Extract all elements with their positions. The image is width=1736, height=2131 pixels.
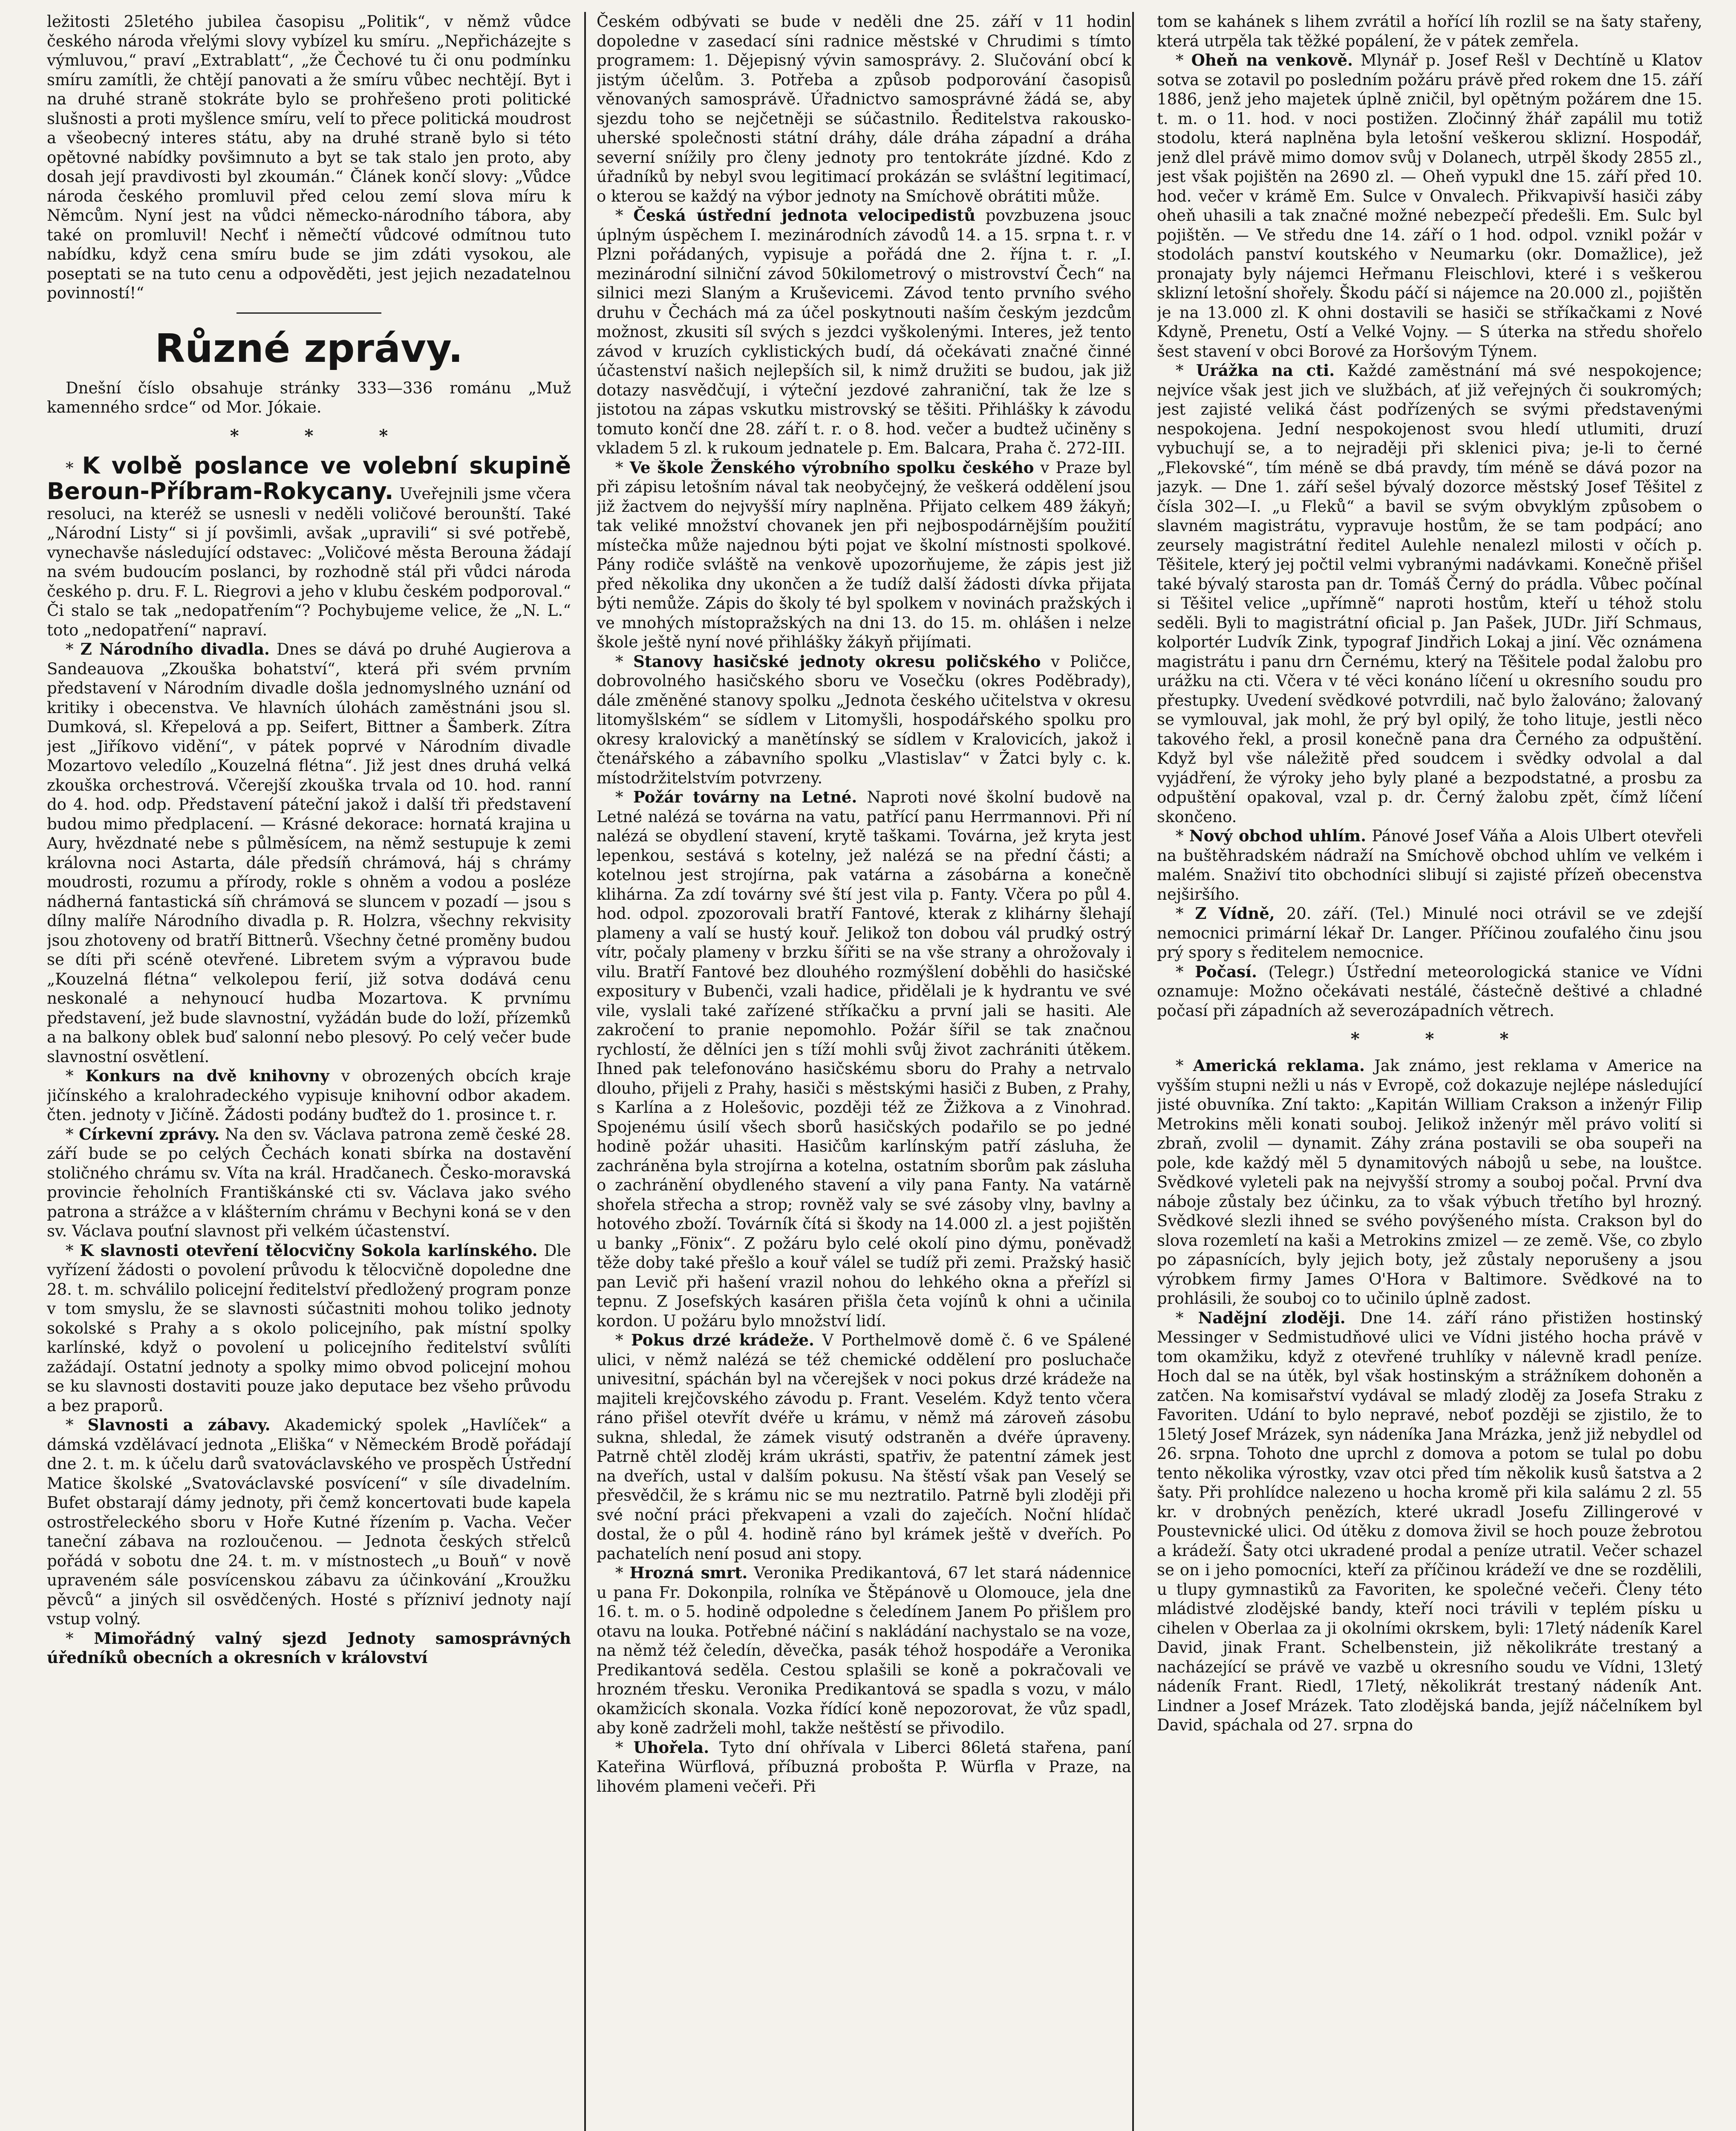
article-body: Veronika Predikantová, 67 let stará nádennice u pana Fr. Dokonpila, rolníka ve Štěpánově u Olomouce, jela dne 16. t. m. o 5. hodině odpoledne s čeledínem Janem Po přišlem pro otavu na louka. Potřebné náčiní s nakládání nachystalo se na voze, na němž též čeledín, děvečka, pasák téhož hospodáře a Veronika Predikantová seděla. Cestou splašili se koně a pokračovali ve hrozném třesku. Veronika Predikantová se spadla s vozu, v málo okamžicích skonala. Vozka řídící koně nepozorovat, že vůz spadl, aby koně zadrželi mohl, takže neštěstí se přivodilo. (597, 1564, 1131, 1737)
article-slavnosti: * Slavnosti a zábavy. Akademický spolek „Havlíček“ a dámská vzdělávací jednota „Eliška“ v Německém Brodě pořádají dne 2. t. m. k účelu darů svatováclavského ve prospěch Ústřední Matice školské „Svatováclavské posvícení“ v síle divadelním. Bufet obstarají dámy jednoty, při čemž koncertovati bude kapela ostrostřeleckého sboru v Hoře Kutné řízením p. Vacha. Večer taneční zábava na rozloučenou. — Jednota českých střelců pořádá v sobotu dne 24. t. m. v místnostech „u Bouň“ v nově upraveném sále posvícenskou zábavu za účinkování „Kroužku pěvců“ a jiných sil osvědčených. Hosté s přízniví jednoty nají vstup volný. (47, 1415, 571, 1628)
article-uhorela: * Uhořela. Tyto dní ohřívala v Liberci 86letá stařena, paní Kateřina Würflová, příbuzná probošta P. Würfla v Praze, na lihovém plameni večeři. Při (597, 1738, 1131, 1796)
article-body: Pánové Josef Váňa a Alois Ulbert otevřeli na buštěhradském nádraží na Smíchově obchod uhlím ve velkém i malém. Snaživí tito obchodníci slibují si zajisté přízeň obecenstva nejširšího. (1157, 827, 1702, 904)
article-headline: Pokus drzé krádeže. (631, 1331, 814, 1349)
article-headline: Konkurs na dvě knihovny (85, 1066, 329, 1085)
article-smrt: * Hrozná smrt. Veronika Predikantová, 67 let stará nádennice u pana Fr. Dokonpila, rolníka ve Štěpánově u Olomouce, jela dne 16. t. m. o 5. hodině odpoledne s čeledínem Janem Po přišlem pro otavu na louka. Potřebné náčiní s nakládání nachystalo se na voze, na němž též čeledín, děvečka, pasák téhož hospodáře a Veronika Predikantová seděla. Cestou splašili se koně a pokračovali ve hrozném třesku. Veronika Predikantová se spadla s vozu, v málo okamžicích skonala. Vozka řídící koně nepozorovat, že vůz spadl, aby koně zadrželi mohl, takže neštěstí se přivodilo. (597, 1563, 1131, 1737)
article-body: v Praze byl při zápisu letošním nával tak neobyčejný, že veškerá oddělení jsou již žactvem do nejvyšší míry naplněna. Přijato celkem 489 žákyň; tak veliké množství chovanek jen při nejbospodárnějším použití místečka může najednou býti pojat ve školní místnosti spolkové. Pány rodiče svláště na venkově upozorňujeme, že zápis jest již před několika dny ukončen a že tudíž další žádosti dívka přijata býti nemůže. Zápis do školy té byl spolkem v novinách pražských i ve mnohých místopražských na dni 13. do 15. m. ohlášen i nelze škole ještě nyní nové přihlášky žákyň přijímati. (597, 458, 1131, 651)
article-novel-note: Dnešní číslo obsahuje stránky 333—336 románu „Muž kamenného srdce“ od Mor. Jókaie. (47, 378, 571, 416)
article-headline: Církevní zprávy. (79, 1124, 220, 1143)
article-headline: Slavnosti a zábavy. (87, 1415, 271, 1434)
article-ohen: * Oheň na venkově. Mlynář p. Josef Rešl v Dechtíně u Klatov sotva se zotavil po posledním požáru právě před rokem dne 15. září 1886, jenž jeho majetek úplně zničil, byl opětným požárem dne 15. t. m. o 11. hod. v noci postižen. Zločinný žhář zapálil mu totiž stodolu, která naplněna byla letošní veškerou sklizní. Hospodář, jenž dlel právě mimo domov svůj v Dolanech, utrpěl škody 2855 zl., jest však pojištěn na 2690 zl. — Oheň vypukl dne 15. září před 10. hod. večer v krámě Em. Sulce v Onvalech. Přikvapivší hasiči záby oheň uhasili a tak značné možné nebezpečí předešli. Em. Sulc byl pojištěn. — Ve středu dne 14. září o 1 hod. odpol. vznikl požár v stodolách panství koutského v Neumarku (okr. Domažlice), jež pronajaty byly nájemci Heřmanu Fleischlovi, které i s veškerou sklizní letošní shořely. Škodu páčí si nájemce na 20.000 zl., pojištěn je na 13.000 zl. K ohni dostavili se hasiči se stříkačkami z Nové Kdyně, Prenetu, Ostí a Velké Vojny. — S úterka na středu shořelo šest stavení v obci Borové za Horšovým Týnem. (1157, 51, 1702, 361)
article-velociped: * Česká ústřední jednota velocipedistů povzbuzena jsouc úplným úspěchem I. mezinárodních závodů 14. a 15. srpna t. r. v Plzni pořádaných, vypisuje a pořádá dne 2. října t. r. „I. mezinárodní silniční závod 50kilometrový o mistrovství Čech“ na silnici mezi Slaným a Kruševicemi. Závod tento prvního svého druhu v Čechách má za účel poskytnouti naším českým jezdcům možnost, zkusiti síl svých s jezdci vyškolenými. Interes, jež tento závod v kruzích cyklistických budí, dá očekávati značné činné účastenství našich nejlepších sil, k nimž družiti se budou, jak již dotazy nasvědčují, i výteční jezdové zahraniční, tak že lze s jistotou na zápas vskutku mistrovský se těšiti. Přihlášky k závodu tomuto končí dne 28. září t. r. o 8. hod. večer a budtež učiněny s vkladem 5 zl. k rukoum jednatele p. Em. Balcara, Praha č. 272-III. (597, 206, 1131, 457)
article-headline: Požár továrny na Letné. (633, 788, 857, 806)
article-headline: Nový obchod uhlím. (1189, 826, 1366, 845)
article-headline: Počasí. (1195, 962, 1257, 981)
article-stanovy: * Stanovy hasičské jednoty okresu poličského v Poličce, dobrovolného hasičského sboru ve Vosečku (okres Poděbrady), dále změněné stanovy spolku „Jednota českého učitelstva v okresu litomyšlském“ se sídlem v Litomyšli, hospodářského spolku pro okresy kralovický a manětínský se sídlem v Kralovicích, jakož i čtenářského a zábavního spolku „Vlastislav“ v Žatci byly c. k. místodržitelstvím potvrzeny. (597, 652, 1131, 787)
article-body: Dnes se dává po druhé Augierova a Sandeauova „Zkouška bohatství“, která při svém prvním představení v Národním divadle došla jednomyslného uznání od kritiky i obecenstva. Ve hlavních úlohách zaměstnáni jsou sl. Dumková, sl. Křepelová a pp. Seifert, Bittner a Šamberk. Zítra jest „Jiříkovo vidění“, v pátek poprvé v Národním divadle Mozartovo veledílo „Kouzelná flétna“. Již jest dnes druhá velká zkouška orchestrová. Včerejší zkouška trvala od 10. hod. ranní do 4. hod. odp. Představení páteční jakož i další tři představení budou mimo předplacení. — Krásné dekorace: hornatá krajina u Aury, hvězdnaté nebe s půlměsícem, na němž sestupuje k zemi královna noci Astarta, dále předsíň chrámová, háj s chrámy moudrosti, rozumu a přírody, rokle s ohněm a vodou a posléze nádherná fantastická síň chrámová se sluncem v pozadí — jsou s dílny malíře Národního divadla p. R. Holzra, všechny rekvisity jsou zhotoveny od bratří Bittnerů. Všechny četné proměny budou se díti při scéně otevřené. Libretem svým a výpravou bude „Kouzelná flétna“ velkolepou ferií, již sotva dodává cenu neskonalé a nehynoucí hudba Mozartova. K prvnímu představení, jež bude slavnostní, vyžádán bude do loží, přízemků a na balkony oblek buď salonní nebo plesový. Po celý večer bude slavnostní osvětlení. (47, 640, 571, 1066)
article-sokol: * K slavnosti otevření tělocvičny Sokola karlínského. Dle vyřízení žádosti o povolení průvodu k tělocvičně dopoledne dne 28. t. m. schválilo policejní ředitelství předložený program ponze v tom smyslu, že se slavnosti súčastniti mohou toliko jednoty sokolské s Prahy a s okolo policejního, pak místní spolky karlínské, když o povolení u policejního ředitelství svůlíti zažádají. Ostatní jednoty a spolky mimo obvod policejní mohou se ku slavnosti dostaviti pouze jako deputace bez všeho průvodu a bez praporů. (47, 1241, 571, 1415)
article-headline: Z Národního divadla. (80, 640, 270, 658)
article-body: Jak známo, jest reklama v Americe na vyšším stupni nežli u nás v Evropě, což dokazuje nejlépe následující jisté obuvníka. Zní takto: „Kapitán William Crakson a inženýr Filip Metrokins měli konati souboj. Jelikož inženýr měl právo volití si zbraň, zvolil — dynamit. Záhy zrána postavili se oba soupeři na pole, kde každý měl 5 dynamitových nábojů u sebe, na louštce. Svědkové vyleteli pak na nejvyšší stromy a souboj počal. První dva náboje zůstaly bez účinku, za to však výbuch třetího byl hrozný. Svědkové slezli ihned se svého povýšeného místa. Crakson byl do slova rozemletí na kaši a Metrokins zmizel — ze země. Vše, co zbylo po zápasnících, byly jejich boty, jež zůstaly neporušeny a jsou výrobkem firmy James O'Hora v Baltimore. Svědkové na to prohlásili, že souboj co to učinilo úplně zadost. (1157, 1057, 1702, 1308)
article-urazka: * Urážka na cti. Každé zaměstnání má své nespokojence; nejvíce však jest jich ve službách, ať již veřejných či soukromých; jest zajisté veliká část podřízených se svými představenými nespokojena. Jední nespokojenost svou hledí utlumiti, druzí vybuchují se, a to nejraději při sklenici piva; je-li to černé „Flekovské“, tím méně se dbá pravdy, tím méně se dává pozor na jazyk. — Dne 1. září sešel bývalý dozorce městský Josef Těšitel z čísla 302—I. „u Fleků“ a bavil se svým obvyklým způsobem o slavném magistrátu, vypravuje hostům, že se tam podpácí; ano zeursely magistrátní ředitel Aulehle nenalezl milosti v očích p. Těšitele, který jej počtil velmi vybranými nadávkami. Konečně přišel také bývalý starosta pan dr. Tomáš Černý do prádla. Vůbec počínal si Těšitel velice „upřímně“ naproti hostům, kteří u téhož stolu seděli. Byli to magistrátní oficial p. Jan Pašek, JUDr. Jiří Schmaus, kolportér Ludvík Zink, typograf Jindřich Lokaj a jiní. Věc oznámena magistrátu i panu drn Černému, který na Těšitele podal žalobu pro urážku na cti. Včera v té věci konáno líčení u okresního soudu pro přestupky. Uvedení svědkové potvrdili, nač bylo žalováno; žalovaný se vymlouval, jak mohl, že prý byl opilý, že toho lituje, jestli něco takového řekl, a prosil konečně pana dra Černého za odpuštění. Když byl vše náležitě před soudcem i svědky odvolal a dal vyjádření, že výroky jeho byly plané a bezpodstatné, a prosbu za odpuštění opakoval, vzal p. dr. Černý žalobu zpět, čímž líčení skončeno. (1157, 361, 1702, 826)
article-body: Každé zaměstnání má své nespokojence; nejvíce však jest jich ve službách, ať již veřejných či soukromých; jest zajisté veliká část podřízených se svými představenými nespokojena. Jední nespokojenost svou hledí utlumiti, druzí vybuchují se, a to nejraději při sklenici piva; je-li to černé „Flekovské“, tím méně se dbá pravdy, tím méně se dává pozor na jazyk. — Dne 1. září sešel bývalý dozorce městský Josef Těšitel z čísla 302—I. „u Fleků“ a bavil se svým obvyklým způsobem o slavném magistrátu, vypravuje hostům, že se tam podpácí; ano zeursely magistrátní ředitel Aulehle nenalezl milosti v očích p. Těšitele, který jej počtil velmi vybranými nadávkami. Konečně přišel také bývalý starosta pan dr. Tomáš Černý do prádla. Vůbec počínal si Těšitel velice „upřímně“ naproti hostům, kteří u téhož stolu seděli. Byli to magistrátní oficial p. Jan Pašek, JUDr. Jiří Schmaus, kolportér Ludvík Zink, typograf Jindřich Lokaj a jiní. Věc oznámena magistrátu i panu drn Černému, který na Těšitele podal žalobu pro urážku na cti. Včera v té věci konáno líčení u okresního soudu pro přestupky. Uvedení svědkové potvrdili, nač bylo žalováno; žalovaný se vymlouval, jak mohl, že prý byl opilý, že toho lituje, jestli něco takového řekl, a prosil konečně pana dra Černého za odpuštění. Když byl vše náležitě před soudcem i svědky odvolal a dal vyjádření, že výroky jeho byly plané a bezpodstatné, a prosbu za odpuštění opakoval, vzal p. dr. Černý žalobu zpět, čímž líčení skončeno. (1157, 361, 1702, 826)
article-headline: Z Vídně, (1195, 904, 1275, 923)
article-uhorela-continuation: tom se kahánek s lihem zvrátil a hořící líh rozlil se na šaty stařeny, která utrpěla tak těžké popálení, že v pátek zemřela. (1157, 12, 1702, 50)
article-body: Mlynář p. Josef Rešl v Dechtíně u Klatov sotva se zotavil po posledním požáru právě před rokem dne 15. září 1886, jenž jeho majetek úplně zničil, byl opětným požárem dne 15. t. m. o 11. hod. v noci postižen. Zločinný žhář zapálil mu totiž stodolu, která naplněna byla letošní veškerou sklizní. Hospodář, jenž dlel právě mimo domov svůj v Dolanech, utrpěl škody 2855 zl., jest však pojištěn na 2690 zl. — Oheň vypukl dne 15. září před 10. hod. večer v krámě Em. Sulce v Onvalech. Přikvapivší hasiči záby oheň uhasili a tak značné možné nebezpečí předešli. Em. Sulc byl pojištěn. — Ve středu dne 14. září o 1 hod. odpol. vznikl požár v stodolách panství koutského v Neumarku (okr. Domažlice), jež pronajaty byly nájemci Heřmanu Fleischlovi, které i s veškerou sklizní letošní shořely. Škodu páčí si nájemce na 20.000 zl., pojištěn je na 13.000 zl. K ohni dostavili se hasiči se stříkačkami z Nové Kdyně, Prenetu, Ostí a Velké Vojny. — S úterka na středu shořelo šest stavení v obci Borové za Horšovým Týnem. (1157, 51, 1702, 361)
article-body: Na den sv. Václava patrona země české 28. září bude se po celých Čechách konati sbírka na dostavění stoličného chrámu sv. Víta na král. Hradčanech. Česko-moravská provincie řeholních Františkánské cti sv. Václava jako svého patrona a strážce a v klášterním chrámu v Bechyni koná se v den sv. Václava pouťní slavnost při velkém účastenství. (47, 1125, 571, 1240)
article-volba: * K volbě poslance ve volební skupině Beroun-Příbram-Rokycany. Uveřejnili jsme včera resoluci, na kteréž se usnesli v neděli voličové berounští. Také „Národní Listy“ si jí povšimli, avšak „upravili“ si své potřebě, vynechavše následující odstavec: „Voličové města Berouna žádají na svém budoucím poslanci, by rozhodně stál při vůdci národa českého p. dru. F. L. Riegrovi a jeho v klubu českém podporoval.“ Či stalo se tak „nedopatřením“? Pochybujeme velice, že „N. L.“ toto „nedopatření“ napraví. (47, 452, 571, 639)
asterism: * * * (1350, 1029, 1539, 1049)
article-cirkevni: * Církevní zprávy. Na den sv. Václava patrona země české 28. září bude se po celých Čechách konati sbírka na dostavění stoličného chrámu sv. Víta na král. Hradčanech. Česko-moravská provincie řeholních Františkánské cti sv. Václava jako svého patrona a strážce a v klášterním chrámu v Bechyni koná se v den sv. Václava pouťní slavnost při velkém účastenství. (47, 1124, 571, 1240)
article-reklama: * Americká reklama. Jak známo, jest reklama v Americe na vyšším stupni nežli u nás v Evropě, což dokazuje nejlépe následující jisté obuvníka. Zní takto: „Kapitán William Crakson a inženýr Filip Metrokins měli konati souboj. Jelikož inženýr měl právo volití si zbraň, zvolil — dynamit. Záhy zrána postavili se oba soupeři na pole, kde každý měl 5 dynamitových nábojů u sebe, na louštce. Svědkové vyleteli pak na nejvyšší stromy a souboj počal. První dva náboje zůstaly bez účinku, za to však výbuch třetího byl hrozný. Svědkové slezli ihned se svého povýšeného místa. Crakson byl do slova rozemletí na kaši a Metrokins zmizel — ze země. Vše, co zbylo po zápasnících, byly jejich boty, jež zůstaly neporušeny a jsou výrobkem firmy James O'Hora v Baltimore. Svědkové na to prohlásili, že souboj co to učinilo úplně zadost. (1157, 1056, 1702, 1308)
article-obchod: * Nový obchod uhlím. Pánové Josef Váňa a Alois Ulbert otevřeli na buštěhradském nádraží na Smíchově obchod uhlím ve velkém i malém. Snaživí tito obchodníci slibují si zajisté přízeň obecenstva nejširšího. (1157, 826, 1702, 904)
article-pozar: * Požár továrny na Letné. Naproti nové školní budově na Letné nalézá se továrna na vatu, patřící panu Herrmannovi. Při ní nalézá se obydlení stavení, krytě taškami. Továrna, jež kryta jest lepenkou, sestává s kotelny, jež nalézá se na přední části; a kotelnou jest strojírna, pak vatárna a zásobárna a konečně klihárna. Za zdí továrny své ští jest vila p. Fanty. Včera po půl 4. hod. odpol. zpozorovali bratří Fantové, kterak z klihárny šlehají plameny a valí se hustý kouř. Jelikož ton dobou vál prudký ostrý vítr, počaly plameny v brzku šířiti se na vše strany a ohrožovaly i vilu. Bratří Fantové bez dlouhého rozmýšlení doběhli do hasičské expositury v Bubenči, vzali hadice, přidělali je k hydrantu ve své vile, vyslali také zařízené stříkačku a první jali se hasiti. Ale zakročení to pranie nepomohlo. Požár šířil se tak značnou rychlostí, že dělníci jen s tíží mohli svůj život zachrániti útěkem. Ihned pak telefonováno hasičskému sboru do Prahy a netrvalo dlouho, přijeli z Prahy, hasiči s městskými hasiči z Buben, z Prahy, s Karlína a z Holešovic, později též ze Žižkova a z Vinohrad. Spojenému úsilí všech sborů hasičských podařilo se po jedné hodině požár uhasiti. Hasičům karlínským patří zásluha, že zachráněna byla strojírna a kotelna, ostatním sborům pak zásluha o zachránění obydleného stavení a vily pana Fanty. Na vatárně shořela střecha a strop; rovněž valy se své zásoby vlny, bavlny a hotového zboží. Továrník čítá si škody na 14.000 zl. a jest pojištěn u banky „Fönix“. Z požáru bylo celé okolí pino dýmu, poněvadž těže doby také přešlo a kouř válel se tudíž při zemi. Pražský hasič pan Levič při hašení vrazil nohou do lehkého okna a přeřízl si tepnu. Z Josefských kasáren přišla četa vojínů k ohni a učinila kordon. U požáru bylo množství lidí. (597, 788, 1131, 1330)
asterism: * * * (230, 425, 418, 446)
article-body: V Porthelmově domě č. 6 ve Spálené ulici, v němž nalézá se též chemické oddělení pro posluchače univesitní, spáchán byl na včerejšek v noci pokus drzé krádeže na majiteli krejčovského závodu p. Frant. Veselém. Když tento včera ráno přišel otevřít dvéře u krámu, v němž má zároveň zásobu sukna, shledal, že zámek visutý odstraněn a dvéře úpraveny. Patrně chtěl zloděj krám ukrásti, spatřiv, že patentní zámek jest na dveřích, ustal v dalším pokusu. Na štěstí však pan Veselý se přesvědčil, že s krámu nic se mu neztratilo. Patrně byli zloději při své noční práci překvapeni a vzali do zaječích. Noční hlídač dostal, že o půl 4. hodině ráno byl krámek ještě v dveřích. Po pachatelích není posud ani stopy. (597, 1331, 1131, 1563)
article-headline: Ve škole Ženského výrobního spolku českého (629, 458, 1034, 477)
article-headline: Urážka na cti. (1196, 361, 1335, 380)
article-headline: Stanovy hasičské jednoty okresu poličského (633, 652, 1041, 671)
article-sjezd-continuation: Českém odbývati se bude v neděli dne 25. září v 11 hodin dopoledne v zasedací síni radnice městské v Chrudimi s tímto programem: 1. Dějepisný vývin samosprávy. 2. Slučování obcí k jistým účelům. 3. Potřeba a způsob podporování časopisů věnovaných samosprávě. Úřadnictvo samosprávné žádá se, aby sjezdu toho se nejčetněji se súčastnilo. Ředitelstva rakousko-uherské společnosti státní dráhy, dále dráha západní a dráha severní snížily pro členy jednoty pro tentokráte jízdné. Kdo z úřadníků by nebyl svou legitimací prokázán se svláštní legitimací, o kterou se každý na výbor jednoty na Smíchově obrátiti může. (597, 12, 1131, 205)
article-body: 20. září. (Tel.) Minulé noci otrávil se ve zdejší nemocnici primární lékař Dr. Langer. Příčinou zoufalého činu jsou prý spory s ředitelem nemocnice. (1157, 904, 1702, 962)
article-headline: Uhořela. (633, 1738, 709, 1757)
article-body: Akademický spolek „Havlíček“ a dámská vzdělávací jednota „Eliška“ v Německém Brodě pořádají dne 2. t. m. k účelu darů svatováclavského ve prospěch Ústřední Matice školské „Svatováclavské posvícení“ v síle divadelním. Bufet obstarají dámy jednoty, při čemž koncertovati bude kapela ostrostřeleckého sboru v Hoře Kutné řízením p. Vacha. Večer taneční zábava na rozloučenou. — Jednota českých střelců pořádá v sobotu dne 24. t. m. v místnostech „u Bouň“ v nově upraveném sále posvícenskou zábavu za účinkování „Kroužku pěvců“ a jiných sil osvědčených. Hosté s přízniví jednoty nají vstup volný. (47, 1416, 571, 1628)
article-headline: Nadějní zloději. (1198, 1308, 1346, 1327)
article-body: Tyto dní ohřívala v Liberci 86letá stařena, paní Kateřina Würflová, příbuzná probošta P. Würfla v Praze, na lihovém plameni večeři. Při (597, 1738, 1131, 1796)
section-heading: Různé zprávy. (155, 325, 463, 371)
article-headline: Česká ústřední jednota velocipedistů (633, 206, 976, 225)
article-headline: Oheň na venkově. (1191, 51, 1353, 69)
article-politik-continuation: ležitosti 25letého jubilea časopisu „Politik“, v němž vůdce českého národa vřelými slovy vybízel ku smíru. „Nepřicházejte s výmluvou,“ praví „Extrablatt“, „že Čechové tu či onu podmínku smíru zamítli, že chtějí panovati a že smíru vůbec nechtějí. Byt i na druhé straně stokráte bylo se prohřešeno proti politické slušnosti a proti myšlence smíru, velí to přece politická moudrost a všeobecný interes státu, aby na druhé straně bylo si této opětovné nabídky povšimnuto a byt se tak stalo jen proto, aby dosah její pravdivosti byl zkoumán.“ Článek končí slovy: „Vůdce národa českého promluvil před celou zemí slova míru k Němcům. Nyní jest na vůdci německo-národního tábora, aby také on promluvil! Nechť i němečtí vůdcové odmítnou tuto nabídku, když cena smíru bude se jim zdáti vysokou, ale poseptati se na tuto cenu a odpověděti, jest jejich nezadatelnou povinností!“ (47, 12, 571, 302)
column-3 (1157, 12, 1702, 2131)
article-headline: K volbě poslance ve volební skupině Beroun-Příbram-Rokycany. (47, 452, 571, 505)
article-headline: Mimořádný valný sjezd Jednoty samosprávných úředníků obecních a okresních v království (47, 1629, 571, 1667)
column-2 (597, 12, 1131, 2131)
article-body: Naproti nové školní budově na Letné nalézá se továrna na vatu, patřící panu Herrmannovi. Při ní nalézá se obydlení stavení, krytě taškami. Továrna, jež kryta jest lepenkou, sestává s kotelny, jež nalézá se na přední části; a kotelnou jest strojírna, pak vatárna a zásobárna a konečně klihárna. Za zdí továrny své ští jest vila p. Fanty. Včera po půl 4. hod. odpol. zpozorovali bratří Fantové, kterak z klihárny šlehají plameny a valí se hustý kouř. Jelikož ton dobou vál prudký ostrý vítr, počaly plameny v brzku šířiti se na vše strany a ohrožovaly i vilu. Bratří Fantové bez dlouhého rozmýšlení doběhli do hasičské expositury v Bubenči, vzali hadice, přidělali je k hydrantu ve své vile, vyslali také zařízené stříkačku a první jali se hasiti. Ale zakročení to pranie nepomohlo. Požár šířil se tak značnou rychlostí, že dělníci jen s tíží mohli svůj život zachrániti útěkem. Ihned pak telefonováno hasičskému sboru do Prahy a netrvalo dlouho, přijeli z Prahy, hasiči s městskými hasiči z Buben, z Prahy, s Karlína a z Holešovic, později též ze Žižkova a z Vinohrad. Spojenému úsilí všech sborů hasičských podařilo se po jedné hodině požár uhasiti. Hasičům karlínským patří zásluha, že zachráněna byla strojírna a kotelna, ostatním sborům pak zásluha o zachránění obydleného stavení a vily pana Fanty. Na vatárně shořela střecha a strop; rovněž valy se své zásoby vlny, bavlny a hotového zboží. Továrník čítá si škody na 14.000 zl. a jest pojištěn u banky „Fönix“. Z požáru bylo celé okolí pino dýmu, poněvadž těže doby také přešlo a kouř válel se tudíž při zemi. Pražský hasič pan Levič při hašení vrazil nohou do lehkého okna a přeřízl si tepnu. Z Josefských kasáren přišla četa vojínů k ohni a učinila kordon. U požáru bylo množství lidí. (597, 788, 1131, 1330)
article-viden: * Z Vídně, 20. září. (Tel.) Minulé noci otrávil se ve zdejší nemocnici primární lékař Dr. Langer. Příčinou zoufalého činu jsou prý spory s ředitelem nemocnice. (1157, 904, 1702, 962)
article-sjezd-start: * Mimořádný valný sjezd Jednoty samosprávných úředníků obecních a okresních v království (47, 1629, 571, 1667)
article-skola: * Ve škole Ženského výrobního spolku českého v Praze byl při zápisu letošním nával tak neobyčejný, že veškerá oddělení jsou již žactvem do nejvyšší míry naplněna. Přijato celkem 489 žákyň; tak veliké množství chovanek jen při nejbospodárnějším použití místečka může najednou býti pojat ve školní místnosti spolkové. Pány rodiče svláště na venkově upozorňujeme, že zápis jest již před několika dny ukončen a že tudíž další žádosti dívka přijata býti nemůže. Zápis do školy té byl spolkem v novinách pražských i ve mnohých místopražských na dni 13. do 15. m. ohlášen i nelze škole ještě nyní nové přihlášky žákyň přijímati. (597, 458, 1131, 651)
article-body: Uveřejnili jsme včera resoluci, na kteréž se usnesli v neděli voličové berounští. Také „Národní Listy“ si jí povšimli, avšak „upravili“ si své potřebě, vynechavše následující odstavec: „Voličové města Berouna žádají na svém budoucím poslanci, by rozhodně stál při vůdci národa českého p. dru. F. L. Riegrovi a jeho v klubu českém podporoval.“ Či stalo se tak „nedopatřením“? Pochybujeme velice, že „N. L.“ toto „nedopatření“ napraví. (47, 484, 571, 639)
article-body: v Poličce, dobrovolného hasičského sboru ve Vosečku (okres Poděbrady), dále změněné stanovy spolku „Jednota českého učitelstva v okresu litomyšlském“ se sídlem v Litomyšli, hospodářského spolku pro okresy kralovický a manětínský se sídlem v Kralovicích, jakož i čtenářského a zábavního spolku „Vlastislav“ v Žatci byly c. k. místodržitelstvím potvrzeny. (597, 652, 1131, 787)
article-body: Dle vyřízení žádosti o povolení průvodu k tělocvičně dopoledne dne 28. t. m. schválilo policejní ředitelství předložený program ponze v tom smyslu, že se slavnosti súčastniti mohou toliko jednoty sokolské s Prahy a s okolo policejního, pak místní spolky karlínské, když o povolení u policejního ředitelství svůlíti zažádají. Ostatní jednoty a spolky mimo obvod policejní mohou se ku slavnosti dostaviti pouze jako deputace bez všeho průvodu a bez praporů. (47, 1241, 571, 1415)
article-headline: Americká reklama. (1193, 1056, 1365, 1075)
article-body: Dne 14. září ráno přistižen hostinský Messinger v Sedmistudňové ulici ve Vídni jistého hocha právě v tom okamžiku, když z otevřené truhlíky v nálevně kradl peníze. Hoch dal se na útěk, byl však hostinským a strážníkem dohoněn a zatčen. Na komisařství vydával se mladý zloděj za Josefa Straku z Favoriten. Udání to bylo nepravé, neboť později se zjistilo, že to 15letý Josef Mrázek, syn nádeníka Jana Mrázka, jenž již nebydlel od 26. srpna. Tohoto dne uprchl z domova a potom se tulal po dobu tento několika výrostky, vzav otci před tím několik kusů šatstva a 2 šaty. Při prohlídce nalezeno u hocha kromě při kila salámu 2 zl. 55 kr. v drobných penězích, které ukradl Josefu Zillingerové v Poustevnické ulici. Od útěku z domova živil se hoch pouze žebrotou a krádeží. Šaty otci ukradené prodal a peníze utratil. Večer schazel se on i jeho pomocníci, kteří za příčinou krádeží ve dne se rozdělili, u tlupy gymnastiků za Favoriten, ke společné večeři. Členy této mládistvé zlodějské bandy, kteří noci trávili v teplém písku u cihelen v Oberlaa za ji okolními okrskem, byli: 17letý nádeník Karel David, jinak Frant. Schelbenstein, již několikráte trestaný a nacházející se právě ve vazbě u okresního soudu ve Vídni, 13letý nádeník Frant. Riedl, 17letý, několikrát trestaný nádeník Ant. Lindner a Josef Mrázek. Tato zlodějská banda, jejíž náčelníkem byl David, spáchala od 27. srpna do (1157, 1308, 1702, 1734)
article-body: povzbuzena jsouc úplným úspěchem I. mezinárodních závodů 14. a 15. srpna t. r. v Plzni pořádaných, vypisuje a pořádá dne 2. října t. r. „I. mezinárodní silniční závod 50kilometrový o mistrovství Čech“ na silnici mezi Slaným a Kruševicemi. Závod tento prvního svého druhu v Čechách má za účel poskytnouti naším českým jezdcům možnost, zkusiti síl svých s jezdci vyškolenými. Interes, jež tento závod v kruzích cyklistických budí, dá očekávati značné činné účastenství našich nejlepších sil, k nimž družiti se budou, jak již dotazy nasvědčují, i výteční jezdové zahraniční, tak že lze s jistotou na zápas vskutku mistrovský se těšiti. Přihlášky k závodu tomuto končí dne 28. září t. r. o 8. hod. večer a budtež učiněny s vkladem 5 zl. k rukoum jednatele p. Em. Balcara, Praha č. 272-III. (597, 206, 1131, 457)
article-zlodeji: * Nadějní zloději. Dne 14. září ráno přistižen hostinský Messinger v Sedmistudňové ulici ve Vídni jistého hocha právě v tom okamžiku, když z otevřené truhlíky v nálevně kradl peníze. Hoch dal se na útěk, byl však hostinským a strážníkem dohoněn a zatčen. Na komisařství vydával se mladý zloděj za Josefa Straku z Favoriten. Udání to bylo nepravé, neboť později se zjistilo, že to 15letý Josef Mrázek, syn nádeníka Jana Mrázka, jenž již nebydlel od 26. srpna. Tohoto dne uprchl z domova a potom se tulal po dobu tento několika výrostky, vzav otci před tím několik kusů šatstva a 2 šaty. Při prohlídce nalezeno u hocha kromě při kila salámu 2 zl. 55 kr. v drobných penězích, které ukradl Josefu Zillingerové v Poustevnické ulici. Od útěku z domova živil se hoch pouze žebrotou a krádeží. Šaty otci ukradené prodal a peníze utratil. Večer schazel se on i jeho pomocníci, kteří za příčinou krádeží ve dne se rozdělili, u tlupy gymnastiků za Favoriten, ke společné večeři. Členy této mládistvé zlodějské bandy, kteří noci trávili v teplém písku u cihelen v Oberlaa za ji okolními okrskem, byli: 17letý nádeník Karel David, jinak Frant. Schelbenstein, již několikráte trestaný a nacházející se právě ve vazbě u okresního soudu ve Vídni, 13letý nádeník Frant. Riedl, 17letý, několikrát trestaný nádeník Ant. Lindner a Josef Mrázek. Tato zlodějská banda, jejíž náčelníkem byl David, spáchala od 27. srpna do (1157, 1308, 1702, 1734)
article-headline: K slavnosti otevření tělocvičny Sokola karlínského. (80, 1241, 538, 1260)
section-divider (236, 312, 381, 314)
article-headline: Hrozná smrt. (629, 1563, 748, 1582)
article-konkurs: * Konkurs na dvě knihovny v obrozených obcích kraje jičínského a kralohradeckého vypisuje knihovní odbor akadem. čten. jednoty v Jičíně. Žádosti podány buďtež do 1. prosince t. r. (47, 1066, 571, 1124)
article-divadlo: * Z Národního divadla. Dnes se dává po druhé Augierova a Sandeauova „Zkouška bohatství“, která při svém prvním představení v Národním divadle došla jednomyslného uznání od kritiky i obecenstva. Ve hlavních úlohách zaměstnáni jsou sl. Dumková, sl. Křepelová a pp. Seifert, Bittner a Šamberk. Zítra jest „Jiříkovo vidění“, v pátek poprvé v Národním divadle Mozartovo veledílo „Kouzelná flétna“. Již jest dnes druhá velká zkouška orchestrová. Včerejší zkouška trvala od 10. hod. ranní do 4. hod. odp. Představení páteční jakož i další tři představení budou mimo předplacení. — Krásné dekorace: hornatá krajina u Aury, hvězdnaté nebe s půlměsícem, na němž sestupuje k zemi královna noci Astarta, dále předsíň chrámová, háj s chrámy moudrosti, rozumu a přírody, rokle s ohněm a vodou a posléze nádherná fantastická síň chrámová se sluncem v pozadí — jsou s dílny malíře Národního divadla p. R. Holzra, všechny rekvisity jsou zhotoveny od bratří Bittnerů. Všechny četné proměny budou se díti při scéně otevřené. Libretem svým a výpravou bude „Kouzelná flétna“ velkolepou ferií, již sotva dodává cenu neskonalé a nehynoucí hudba Mozartova. K prvnímu představení, jež bude slavnostní, vyžádán bude do loží, přízemků a na balkony oblek buď salonní nebo plesový. Po celý večer bude slavnostní osvětlení. (47, 640, 571, 1066)
article-pocasi: * Počasí. (Telegr.) Ústřední meteorologická stanice ve Vídni oznamuje: Možno očekávati nestálé, částečně deštivé a chladné počasí při západních až severozápadních větrech. (1157, 962, 1702, 1020)
article-pokus: * Pokus drzé krádeže. V Porthelmově domě č. 6 ve Spálené ulici, v němž nalézá se též chemické oddělení pro posluchače univesitní, spáchán byl na včerejšek v noci pokus drzé krádeže na majiteli krejčovského závodu p. Frant. Veselém. Když tento včera ráno přišel otevřít dvéře u krámu, v němž má zároveň zásobu sukna, shledal, že zámek visutý odstraněn a dvéře úpraveny. Patrně chtěl zloděj krám ukrásti, spatřiv, že patentní zámek jest na dveřích, ustal v dalším pokusu. Na štěstí však pan Veselý se přesvědčil, že s krámu nic se mu neztratilo. Patrně byli zloději při své noční práci překvapeni a vzali do zaječích. Noční hlídač dostal, že o půl 4. hodině ráno byl krámek ještě v dveřích. Po pachatelích není posud ani stopy. (597, 1331, 1131, 1563)
column-rule (1132, 12, 1134, 2131)
article-body: (Telegr.) Ústřední meteorologická stanice ve Vídni oznamuje: Možno očekávati nestálé, částečně deštivé a chladné počasí při západních až severozápadních větrech. (1157, 962, 1702, 1020)
article-body: v obrozených obcích kraje jičínského a kralohradeckého vypisuje knihovní odbor akadem. čten. jednoty v Jičíně. Žádosti podány buďtež do 1. prosince t. r. (47, 1067, 571, 1124)
column-rule (584, 12, 586, 2131)
column-1 (47, 12, 571, 2131)
